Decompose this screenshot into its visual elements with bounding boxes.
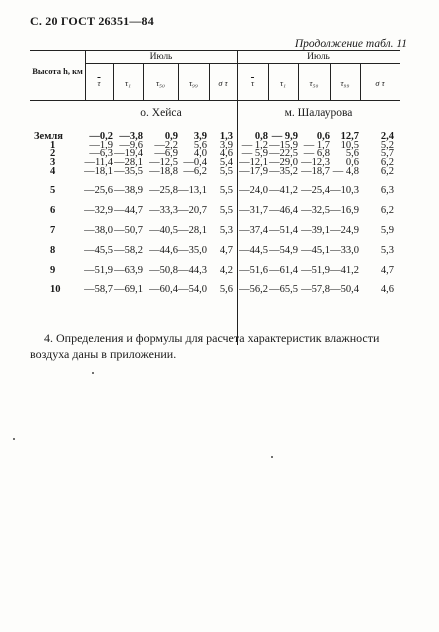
table-cell: 4,0	[193, 148, 207, 159]
table-cell: —41,2	[269, 185, 298, 196]
table-cell: 6,2	[380, 166, 394, 177]
table-cell: —3,8	[119, 131, 143, 142]
table-cell: —31,7	[239, 205, 268, 216]
table-cell: —28,1	[178, 225, 207, 236]
row-height-label: 3	[50, 157, 56, 168]
table-cell: — 1,2	[241, 140, 268, 151]
col-header-t50: τ₅₀	[156, 78, 165, 88]
col-header-t99: τ₉₉	[340, 78, 350, 88]
table-cell: —0,2	[89, 131, 113, 142]
table-cell: —18,1	[84, 166, 113, 177]
table-cell: —20,7	[178, 205, 207, 216]
table-row	[30, 166, 400, 178]
col-header-t1: τ₁	[125, 78, 131, 88]
table-cell: —33,3	[149, 205, 178, 216]
row-height-label: 2	[50, 148, 56, 159]
table-cell: —32,9	[84, 205, 113, 216]
table-cell: —50,8	[149, 265, 178, 276]
table-cell: —60,4	[149, 284, 178, 295]
table-cell: —12,5	[149, 157, 178, 168]
table-cell: —38,9	[114, 185, 143, 196]
table-cell: —29,0	[269, 157, 298, 168]
table-cell: —38,0	[84, 225, 113, 236]
table-cell: 5,5	[219, 166, 233, 177]
table-row	[30, 185, 400, 197]
table-cell: —54,0	[178, 284, 207, 295]
table-cell: 2,4	[380, 131, 394, 142]
table-cell: —17,9	[239, 166, 268, 177]
table-cell: —10,3	[330, 185, 359, 196]
table-cell: 5,5	[219, 185, 233, 196]
table-cell: —46,4	[269, 205, 298, 216]
table-cell: 0,9	[164, 131, 178, 142]
col-header-mean: $\overline{\tau}$	[97, 78, 101, 88]
table-cell: —54,9	[269, 245, 298, 256]
table-cell: —16,9	[330, 205, 359, 216]
table-cell: —44,5	[239, 245, 268, 256]
table-cell: 6,2	[380, 205, 394, 216]
table-cell: 5,2	[380, 140, 394, 151]
table-cell: —2,2	[154, 140, 178, 151]
row-height-label: 7	[50, 225, 56, 236]
table-cell: —6,2	[183, 166, 207, 177]
scan-speck	[92, 372, 94, 374]
table-cell: —6,9	[154, 148, 178, 159]
table-cell: —61,4	[269, 265, 298, 276]
table-cell: 4,6	[219, 148, 233, 159]
page-header: С. 20 ГОСТ 26351—84	[30, 14, 154, 28]
note-text: 4. Определения и формулы для расчета характеристик влажности воздуха даны в приложении.	[30, 331, 380, 361]
scan-speck	[13, 438, 15, 440]
table-cell: 1,3	[219, 131, 233, 142]
table-continuation-label: Продолжение табл. 11	[294, 38, 407, 50]
table-cell: 5,3	[219, 225, 233, 236]
table-cell: —9,6	[119, 140, 143, 151]
table-cell: —32,5	[301, 205, 330, 216]
table-cell: —15,9	[269, 140, 298, 151]
table-cell: 5,5	[219, 205, 233, 216]
col-header-sigma: σ τ	[218, 78, 228, 88]
table-cell: —39,1	[301, 225, 330, 236]
table-cell: — 1,7	[303, 140, 330, 151]
table-row	[30, 245, 400, 257]
table-cell: —18,8	[149, 166, 178, 177]
table-cell: —50,4	[330, 284, 359, 295]
table-cell: 4,7	[380, 265, 394, 276]
table-cell: 0,8	[254, 131, 268, 142]
table-cell: —44,3	[178, 265, 207, 276]
table-cell: 0,6	[316, 131, 330, 142]
table-cell: —44,6	[149, 245, 178, 256]
col-header-sigma: σ τ	[375, 78, 385, 88]
table-cell: 5,9	[380, 225, 394, 236]
table-cell: 5,4	[219, 157, 233, 168]
table-cell: 12,7	[340, 131, 359, 142]
table-cell: —57,8	[301, 284, 330, 295]
table-cell: 3,9	[193, 131, 207, 142]
table-cell: — 6,8	[303, 148, 330, 159]
table-cell: — 9,9	[271, 131, 298, 142]
table-cell: —12,1	[239, 157, 268, 168]
table-cell: —45,1	[301, 245, 330, 256]
table-cell: —12,3	[301, 157, 330, 168]
scan-speck	[271, 456, 273, 458]
col-header-t1: τ₁	[280, 78, 286, 88]
table-cell: 5,6	[219, 284, 233, 295]
col-header-t99: τ₉₉	[189, 78, 198, 88]
table-cell: 5,3	[380, 245, 394, 256]
table-cell: —44,7	[114, 205, 143, 216]
group-header-rule	[85, 63, 400, 64]
table-cell: —51,4	[269, 225, 298, 236]
note-paragraph	[30, 330, 405, 362]
table-cell: —24,0	[239, 185, 268, 196]
table-cell: —56,2	[239, 284, 268, 295]
table-cell: —11,4	[84, 157, 113, 168]
table-cell: —33,0	[330, 245, 359, 256]
table-cell: —69,1	[114, 284, 143, 295]
col-header-mean: $\overline{\tau}$	[250, 78, 255, 88]
station-name-right: м. Шалаурова	[284, 107, 353, 119]
table-cell: —19,4	[114, 148, 143, 159]
table-cell: 6,3	[380, 185, 394, 196]
group-header-right: Июль	[307, 52, 330, 62]
row-height-label: Земля	[34, 131, 63, 142]
table-cell: —24,9	[330, 225, 359, 236]
row-height-label: 8	[50, 245, 56, 256]
table-cell: 5,7	[380, 148, 394, 159]
table-cell: — 4,8	[332, 166, 359, 177]
table-cell: — 5,9	[241, 148, 268, 159]
table-cell: 4,6	[380, 284, 394, 295]
table-cell: 4,7	[219, 245, 233, 256]
table-cell: —0,4	[183, 157, 207, 168]
table-cell: —35,5	[114, 166, 143, 177]
table-cell: —37,4	[239, 225, 268, 236]
table-cell: 4,2	[219, 265, 233, 276]
table-cell: —58,7	[84, 284, 113, 295]
table-cell: —13,1	[178, 185, 207, 196]
row-height-label: 5	[50, 185, 56, 196]
table-cell: —51,9	[84, 265, 113, 276]
table-cell: —45,5	[84, 245, 113, 256]
group-header-left: Июль	[149, 52, 173, 62]
table-cell: —50,7	[114, 225, 143, 236]
table-cell: —35,0	[178, 245, 207, 256]
table-cell: 5,6	[193, 140, 207, 151]
table-cell: —58,2	[114, 245, 143, 256]
table-cell: —63,9	[114, 265, 143, 276]
row-height-label: 1	[50, 140, 56, 151]
table-cell: —18,7	[301, 166, 330, 177]
table-cell: 5,6	[345, 148, 359, 159]
table-cell: —25,8	[149, 185, 178, 196]
table-cell: 0,6	[345, 157, 359, 168]
table-cell: —28,1	[114, 157, 143, 168]
col-header-t50: τ₅₀	[309, 78, 319, 88]
row-height-label: 9	[50, 265, 56, 276]
station-name-left: о. Хейса	[140, 107, 182, 119]
table-cell: —25,6	[84, 185, 113, 196]
row-header-height: Высота h, км	[32, 66, 83, 76]
table-cell: 6,2	[380, 157, 394, 168]
table-cell: —40,5	[149, 225, 178, 236]
table-row	[30, 284, 400, 296]
header-bottom-rule	[30, 100, 400, 101]
table-cell: —1,9	[89, 140, 113, 151]
row-height-label: 6	[50, 205, 56, 216]
row-height-label: 10	[50, 284, 61, 295]
table-cell: 3,9	[219, 140, 233, 151]
table-cell: —65,5	[269, 284, 298, 295]
table-cell: 10,5	[340, 140, 359, 151]
table-row	[30, 225, 400, 237]
group-divider	[237, 50, 238, 345]
table-cell: —51,9	[301, 265, 330, 276]
table-cell: —6,3	[89, 148, 113, 159]
table-cell: —25,4	[301, 185, 330, 196]
table-cell: —35,2	[269, 166, 298, 177]
row-height-label: 4	[50, 166, 56, 177]
table-row	[30, 205, 400, 217]
table-cell: —41,2	[330, 265, 359, 276]
table-row	[30, 265, 400, 277]
table-cell: —22,5	[269, 148, 298, 159]
table-cell: —51,6	[239, 265, 268, 276]
